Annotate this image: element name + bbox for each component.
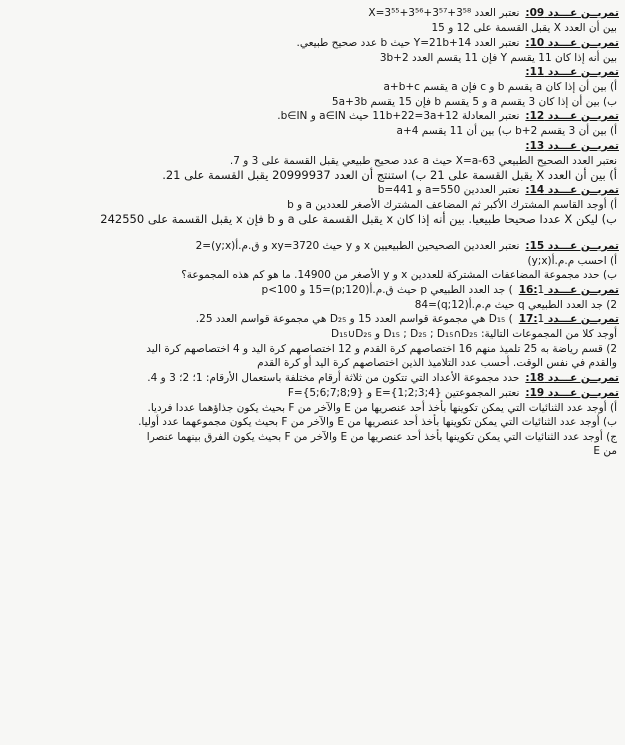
- exercise-line: بين أنه إذا كان 11 يقسم Y فإن 11 يقسم العدد 3b+2: [379, 51, 617, 64]
- exercise-line: والقدم في نفس الوقت. أحسب عدد التلاميذ الذين اختصاصهم كرة اليد أو كرة القدم: [257, 357, 617, 369]
- exercise-line: أ) أوجد القاسم المشترك الأكبر ثم المضاعف المشترك الأصغر للعددين a و b: [287, 198, 617, 211]
- exercise-title: تمريــن عـــدد 11:: [525, 66, 619, 78]
- exercise-11: [6, 65, 619, 109]
- exercise-statement: نعتبر العددين a=550 و b=441: [377, 183, 520, 196]
- exercise-line: نعتبر العدد الصحيح الطبيعي X=a-63 حيث a عدد صحيح طبيعي يقبل القسمة على 3 و 7.: [229, 154, 617, 167]
- exercise-12: [6, 109, 619, 139]
- exercise-15: [6, 239, 619, 283]
- exercise-statement: نعتبر العدد Y=21b+14 حيث b عدد صحيح طبيعي.: [296, 36, 520, 49]
- exercise-line: أ) بين أن 3 يقسم b+2 ب) بين أن 11 يقسم a+4: [396, 125, 617, 137]
- exercise-statement: حدد مجموعة الأعداد التي تتكون من ثلاثة أرقام مختلفة باستعمال الأرقام: 1؛ 2؛ 3 و 4.: [147, 371, 520, 384]
- exercise-title: تمريــن عـــدد 17:: [518, 313, 619, 325]
- exercise-title: تمريــن عـــدد 12:: [525, 110, 619, 122]
- exercise-line: ج) أوجد عدد الثنائيات التي يمكن تكوينها بأخذ أحد عنصريها من E والآخر من F بحيث يكون الفرق بينهما عنصرا: [146, 430, 617, 443]
- exercise-title: تمريــن عـــدد 14:: [525, 183, 619, 196]
- exercise-17: [6, 312, 619, 371]
- exercise-line: ب) بين أن إذا كان 3 يقسم a و 5 يقسم b فإن 15 يقسم 5a+3b: [331, 95, 617, 108]
- exercise-line: أ) بين أن إذا كان a يقسم b و c فإن a يقسم a+b+c: [383, 81, 617, 93]
- exercise-line: 2) قسم رياضة به 25 تلميذ منهم 16 اختصاصهم كرة القدم و 12 اختصاصهم كرة اليد و 4 اختصاصهم كرة اليد: [146, 342, 617, 355]
- exercise-line: أ) أوجد عدد الثنائيات التي يمكن تكوينها بأخذ أحد عنصريها من E والآخر من F بحيث يكون جذاؤهما عددا فرديا.: [147, 401, 617, 414]
- exercise-title: تمريــن عـــدد 18:: [525, 371, 619, 384]
- exercise-title: تمريــن عـــدد 10:: [525, 36, 619, 49]
- exercise-16: [6, 283, 619, 313]
- exercise-statement: نعتبر المجموعتين E={1;2;3;4} و F={5;6;7;8;9}: [287, 386, 520, 399]
- exercise-sheet: [6, 6, 619, 580]
- exercise-statement: نعتبر العددين الصحيحين الطبيعيين x و y حيث xy=3720 و ق.م.أ(y;x)=2: [195, 239, 520, 252]
- exercise-title: تمريــن عـــدد 19:: [525, 386, 619, 399]
- exercise-line: أوجد كلا من المجموعات التالية: D₁₅ ; D₂₅ ; D₁₅∩D₂₅ و D₁₅∪D₂₅: [331, 328, 617, 340]
- exercise-title: تمريــن عـــدد 09:: [525, 7, 619, 19]
- exercise-statement: 1) D₁₅ هي مجموعة قواسم العدد 15 و D₂₅ هي مجموعة قواسم العدد 25.: [195, 313, 545, 325]
- exercise-09: [6, 6, 619, 36]
- exercise-line: أ) بين أن العدد X يقبل القسمة على 21 ب) استنتج أن العدد 20999937 يقبل القسمة على 21.: [162, 168, 617, 182]
- exercise-19: [6, 386, 619, 459]
- exercise-line: بين أن العدد X يقبل القسمة على 12 و 15: [431, 22, 617, 34]
- exercise-title: تمريــن عـــدد 16:: [518, 283, 619, 296]
- exercise-14: [6, 183, 619, 227]
- exercise-18: [6, 371, 619, 386]
- exercise-line: ب) ليكن X عددا صحيحا طبيعيا. بين أنه إذا كان x يقبل القسمة على a و b فإن x يقبل القسمة على 242550: [100, 212, 617, 226]
- exercise-statement: نعتبر العدد X=3⁵⁵+3⁵⁶+3⁵⁷+3⁵⁸: [368, 7, 520, 19]
- exercise-statement: نعتبر المعادلة 11b+22=3a+12 حيث a∈IN و b∈IN.: [277, 110, 520, 122]
- exercise-statement: 1) جد العدد الطبيعي p حيث ق.م.أ(120;p)=15 و p<100: [261, 283, 545, 296]
- exercise-line: ب) أوجد عدد الثنائيات التي يمكن تكوينها بأخذ أحد عنصريها من E والآخر من F بحيث يكون مجموعهما عدد أوليا.: [138, 416, 617, 428]
- exercise-line: أ) احسب م.م.أ(y;x): [527, 254, 617, 267]
- exercise-title: تمريــن عـــدد 13:: [525, 139, 619, 152]
- exercise-10: [6, 36, 619, 66]
- exercise-13: [6, 139, 619, 183]
- exercise-line: من E: [593, 445, 617, 457]
- exercise-title: تمريــن عـــدد 15:: [525, 239, 619, 252]
- exercise-line: ب) حدد مجموعة المضاعفات المشتركة للعددين x و y الأصغر من 14900. ما هو كم هذه المجموعة؟: [181, 269, 617, 281]
- exercise-line: 2) جد العدد الطبيعي q حيث م.م.أ(12;q)=84: [414, 298, 617, 311]
